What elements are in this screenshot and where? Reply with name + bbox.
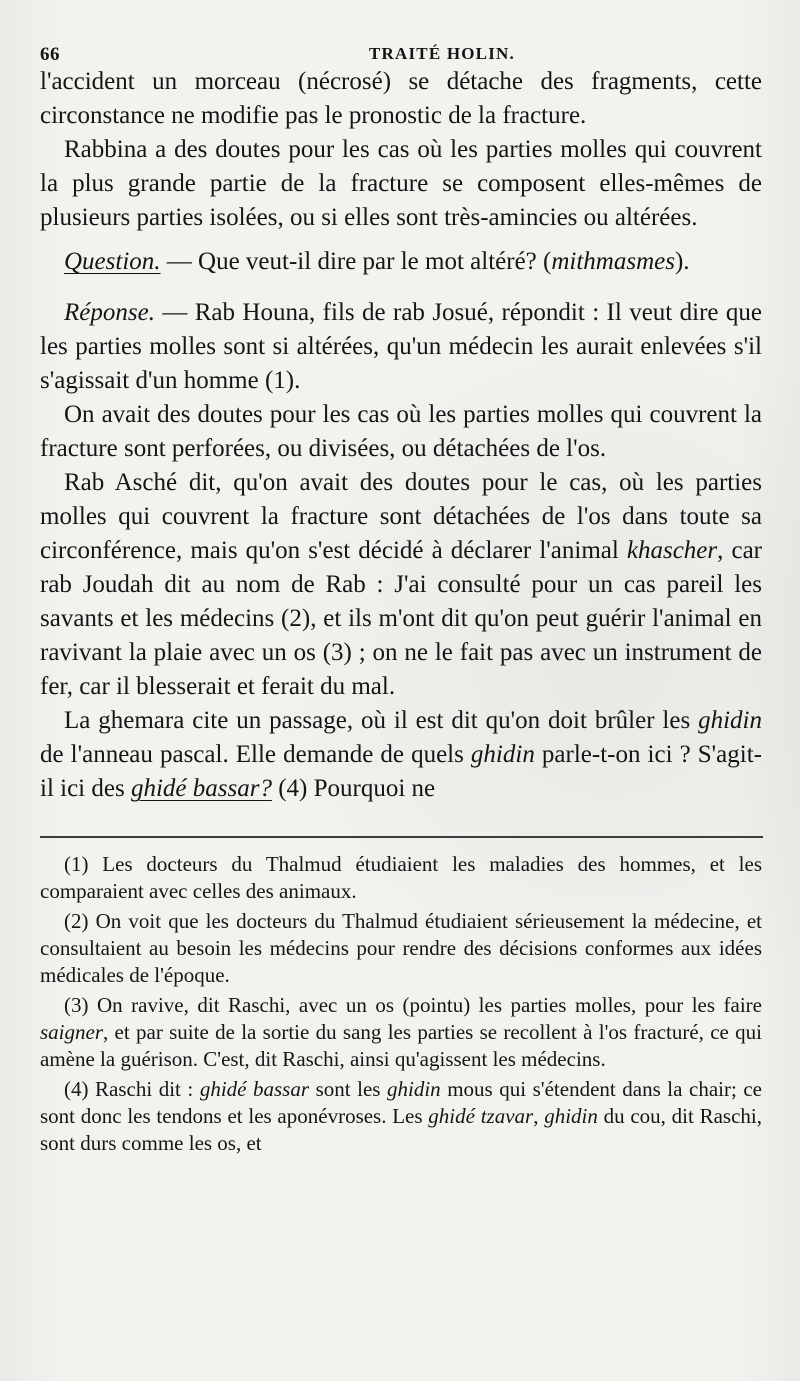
footnote-4-term-4: ghidin	[544, 1104, 598, 1128]
paragraph-6-text-a: La ghemara cite un passage, où il est dit qu'on doit brûler les	[64, 707, 699, 734]
paragraph-5-text-a: Rab Asché dit, qu'on avait des doutes pour le cas, où les parties molles qui couvrent la fracture sont détachées de l'os dans toute sa circonférence, mais qu'on s'est décidé à déclarer l'animal	[40, 469, 762, 564]
response-label: Réponse.	[64, 299, 155, 326]
response-paragraph	[40, 296, 762, 398]
paragraph-6-text-c: parle-t-on ici ? S'agit-il ici des	[40, 741, 762, 802]
question-term: mithmasmes	[551, 248, 675, 275]
paragraph-1: l'accident un morceau (nécrosé) se détache des fragments, cette circonstance ne modifie pas le pronostic de la fracture.	[40, 68, 762, 129]
footnote-4-term-1: ghidé bassar	[199, 1077, 310, 1101]
footnote-2: (2) On voit que les docteurs du Thalmud étudiaient sérieusement la médecine, et consultaient au besoin les médecins pour rendre des décisions conformes aux idées médicales de l'époque.	[40, 909, 762, 987]
paragraph-6-term-1: ghidin	[698, 707, 762, 734]
paragraph-5-text-b: , car rab Joudah dit au nom de Rab : J'ai consulté pour un cas pareil les savants et les médecins (2), et ils m'ont dit qu'on peut guérir l'animal en ravivant la plaie avec un os (3) ; on ne le fait pas avec un instrument de fer, car il blesserait et ferait du mal.	[40, 537, 762, 700]
page-number: 66	[40, 44, 60, 65]
footnote-4-term-3: ghidé tzavar	[428, 1104, 534, 1128]
page-header	[40, 28, 762, 64]
paragraph-2: Rabbina a des doutes pour les cas où les parties molles qui couvrent la plus grande partie de la fracture se composent elles-mêmes de plusieurs parties isolées, ou si elles sont très-amincies ou altérées.	[40, 136, 762, 231]
paragraph-6	[40, 704, 762, 806]
running-title: TRAITÉ HOLIN.	[369, 44, 515, 63]
footnote-3-text-b: , et par suite de la sortie du sang les parties se recollent à l'os fracturé, ce qui amène la guérison. C'est, dit Raschi, ainsi qu'agissent les médecins.	[40, 1020, 762, 1071]
paragraph-5-term: khascher	[626, 537, 718, 564]
paragraph-6-text-d: (4) Pourquoi ne	[271, 775, 436, 802]
response-text: — Rab Houna, fils de rab Josué, répondit : Il veut dire que les parties molles sont si altérées, qu'un médecin les aurait enlevées s'il s'agissait d'un homme (1).	[40, 299, 762, 394]
question-label: Question.	[64, 248, 161, 275]
question-paragraph	[40, 245, 762, 279]
footnote-3-term: saigner	[40, 1020, 103, 1044]
footnote-3	[40, 992, 762, 1073]
paragraph-6-text-b: de l'anneau pascal. Elle demande de quels	[40, 741, 471, 768]
footnote-rule	[40, 836, 763, 838]
paragraph-6-term-3: ghidé bassar?	[130, 775, 272, 802]
footnote-3-text-a: (3) On ravive, dit Raschi, avec un os (pointu) les parties molles, pour les faire	[64, 993, 762, 1017]
footnote-4-text-b: sont les	[309, 1077, 387, 1101]
footnote-4-term-2: ghidin	[387, 1077, 441, 1101]
paragraph-4: On avait des doutes pour les cas où les parties molles qui couvrent la fracture sont perforées, ou divisées, ou détachées de l'os.	[40, 401, 762, 462]
footnote-4	[40, 1076, 762, 1157]
question-close: ).	[674, 248, 690, 275]
main-text	[40, 65, 762, 806]
footnote-1: (1) Les docteurs du Thalmud étudiaient les maladies des hommes, et les comparaient avec celles des animaux.	[40, 852, 762, 903]
footnote-4-text-c: mous qui s'étendent dans la chair; ce sont donc les tendons et les aponévroses. Les	[40, 1077, 762, 1128]
paragraph-6-term-2: ghidin	[470, 741, 535, 768]
footnote-4-text-e: du cou, dit Raschi, sont durs comme les os, et	[40, 1104, 762, 1155]
footnote-4-text-a: (4) Raschi dit :	[64, 1077, 200, 1101]
footnotes	[40, 851, 762, 1157]
question-text: — Que veut-il dire par le mot altéré? (	[160, 248, 552, 275]
footnote-4-text-d: ,	[533, 1104, 545, 1128]
paragraph-5	[40, 466, 762, 704]
